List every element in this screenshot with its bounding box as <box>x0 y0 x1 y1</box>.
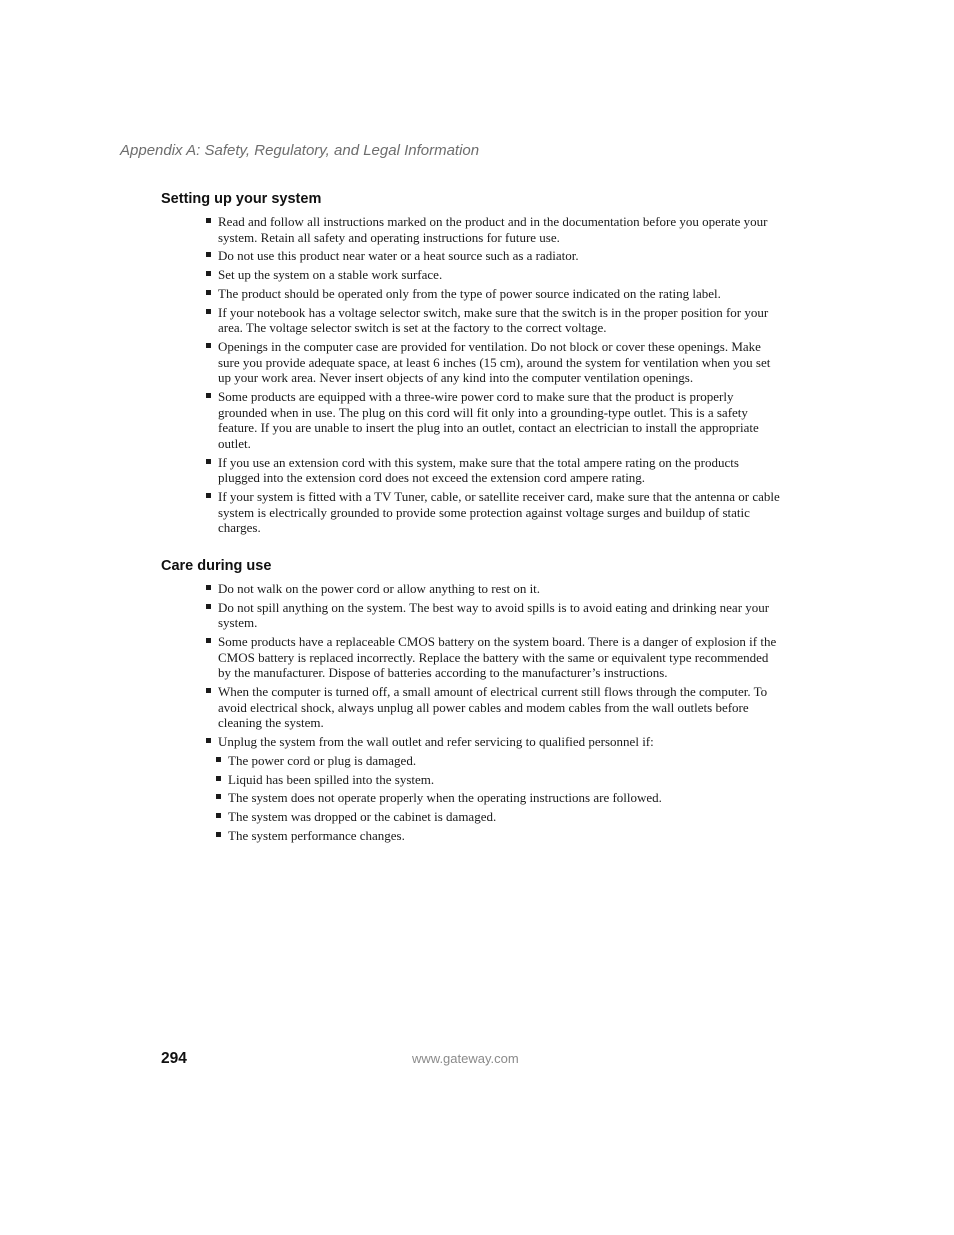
square-bullet-icon <box>206 738 211 743</box>
list-item: When the computer is turned off, a small amount of electrical current still flows through the computer. To avoid electrical shock, always unplug all power cables and modem cables from the wall outlets before cleaning the system. <box>218 684 780 731</box>
square-bullet-icon <box>206 638 211 643</box>
footer-url: www.gateway.com <box>412 1051 519 1066</box>
sub-list-item: The power cord or plug is damaged. <box>228 753 780 769</box>
list-item: If your system is fitted with a TV Tuner, cable, or satellite receiver card, make sure that the antenna or cable system is electrically grounded to provide some protection against voltage surges and buildup of static charges. <box>218 489 780 536</box>
square-bullet-icon <box>206 271 211 276</box>
square-bullet-icon <box>216 794 221 799</box>
sub-list-item: The system was dropped or the cabinet is damaged. <box>228 809 780 825</box>
square-bullet-icon <box>206 493 211 498</box>
sub-list-item: Liquid has been spilled into the system. <box>228 772 780 788</box>
square-bullet-icon <box>206 218 211 223</box>
square-bullet-icon <box>206 585 211 590</box>
page-number: 294 <box>161 1050 187 1067</box>
square-bullet-icon <box>206 343 211 348</box>
list-item: Do not spill anything on the system. The best way to avoid spills is to avoid eating and drinking near your system. <box>218 600 780 631</box>
servicing-conditions-list <box>228 753 780 844</box>
list-item: Do not walk on the power cord or allow anything to rest on it. <box>218 581 780 597</box>
square-bullet-icon <box>216 776 221 781</box>
sub-list-item: The system performance changes. <box>228 828 780 844</box>
square-bullet-icon <box>206 252 211 257</box>
square-bullet-icon <box>206 604 211 609</box>
section-heading-care-during-use: Care during use <box>161 558 272 574</box>
list-item: Do not use this product near water or a heat source such as a radiator. <box>218 248 780 264</box>
square-bullet-icon <box>206 393 211 398</box>
square-bullet-icon <box>216 813 221 818</box>
square-bullet-icon <box>206 688 211 693</box>
list-item: The product should be operated only from the type of power source indicated on the rating label. <box>218 286 780 302</box>
list-item: Some products are equipped with a three-wire power cord to make sure that the product is properly grounded when in use. The plug on this cord will fit only into a grounding-type outlet. This is a safety feature. If you are unable to insert the plug into an outlet, contact an electrician to install the appropriate outlet. <box>218 389 780 451</box>
list-item: Openings in the computer case are provided for ventilation. Do not block or cover these openings. Make sure you provide adequate space, at least 6 inches (15 cm), around the system for ventilation when you set up your work area. Never insert objects of any kind into the computer ventilation openings. <box>218 339 780 386</box>
running-header: Appendix A: Safety, Regulatory, and Legal Information <box>120 142 480 159</box>
list-item: If you use an extension cord with this system, make sure that the total ampere rating on the products plugged into the extension cord does not exceed the extension cord ampere rating. <box>218 455 780 486</box>
square-bullet-icon <box>216 832 221 837</box>
list-item: If your notebook has a voltage selector switch, make sure that the switch is in the proper position for your area. The voltage selector switch is set at the factory to the correct voltage. <box>218 305 780 336</box>
care-during-use-list <box>218 581 780 847</box>
square-bullet-icon <box>206 459 211 464</box>
square-bullet-icon <box>206 290 211 295</box>
square-bullet-icon <box>206 309 211 314</box>
square-bullet-icon <box>216 757 221 762</box>
list-item: Unplug the system from the wall outlet and refer servicing to qualified personnel if: The power cord or plug is damaged. Liquid has been spilled into the system. The system does not operate properly when the operating instructions are followed. The system was dropped or the cabinet is damaged. The system performance changes. <box>218 734 780 844</box>
list-item: Some products have a replaceable CMOS battery on the system board. There is a danger of explosion if the CMOS battery is replaced incorrectly. Replace the battery with the same or equivalent type recommended by the manufacturer. Dispose of batteries according to the manufacturer’s instructions. <box>218 634 780 681</box>
setting-up-list <box>218 214 780 539</box>
section-heading-setting-up: Setting up your system <box>161 191 322 207</box>
sub-list-item: The system does not operate properly when the operating instructions are followed. <box>228 790 780 806</box>
list-item: Set up the system on a stable work surface. <box>218 267 780 283</box>
list-item: Read and follow all instructions marked on the product and in the documentation before you operate your system. Retain all safety and operating instructions for future use. <box>218 214 780 245</box>
